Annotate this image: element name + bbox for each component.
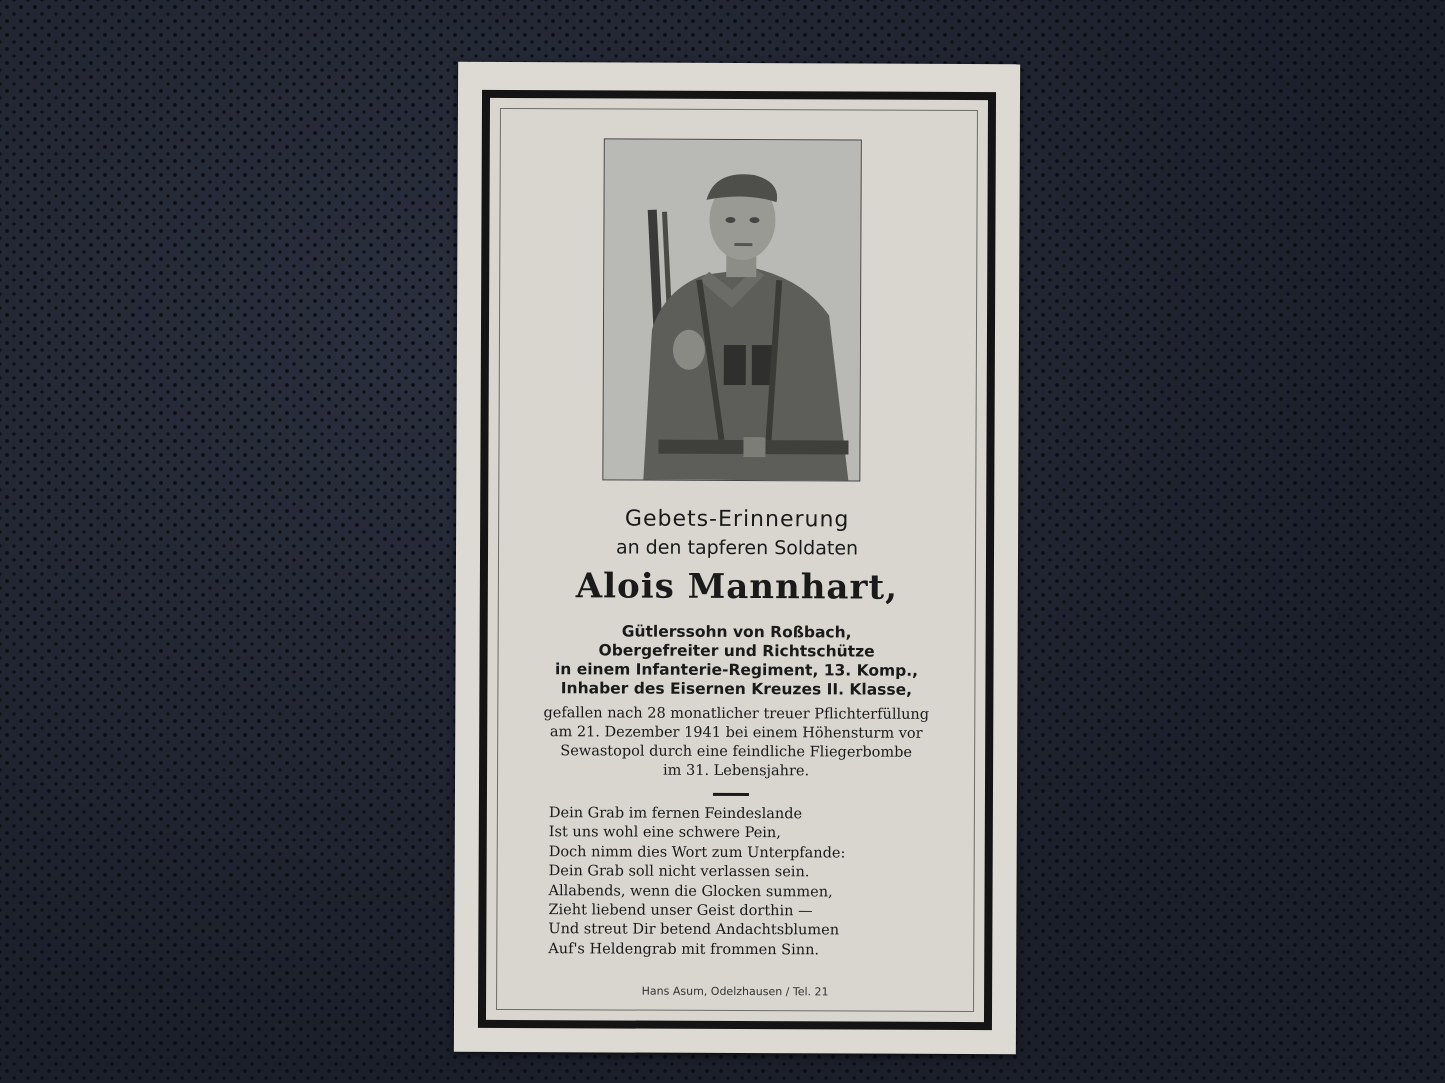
poem-line: Doch nimm dies Wort zum Unterpfande:: [548, 843, 846, 862]
poem-line: Und streut Dir betend Andachtsblumen: [548, 921, 840, 939]
poem-line: Dein Grab soll nicht verlassen sein.: [548, 863, 810, 881]
death-text-line: am 21. Dezember 1941 bei einem Höhensturm vor: [549, 724, 923, 742]
mourning-border: [478, 90, 996, 1030]
poem-line: Ist uns wohl eine schwere Pein,: [548, 824, 781, 842]
detail-line: Obergefreiter und Richtschütze: [598, 641, 875, 661]
printer-imprint: Hans Asum, Odelzhausen / Tel. 21: [641, 984, 829, 999]
death-text-line: im 31. Lebensjahre.: [662, 762, 810, 780]
poem-line: Allabends, wenn die Glocken summen,: [548, 882, 833, 901]
heading-line-1: Gebets-Erinnerung: [624, 506, 850, 533]
detail-line: Gütlerssohn von Roßbach,: [621, 622, 852, 642]
memorial-card: [454, 62, 1020, 1054]
death-text-line: Sewastopol durch eine feindliche Fliegerbombe: [560, 743, 913, 761]
divider-rule: [713, 793, 749, 796]
detail-line: Inhaber des Eisernen Kreuzes II. Klasse,: [560, 679, 913, 699]
soldier-portrait-illustration: [603, 139, 860, 480]
poem-line: Auf's Heldengrab mit frommen Sinn.: [548, 941, 820, 959]
poem: [548, 804, 845, 961]
detail-line: in einem Infanterie-Regiment, 13. Komp.,: [554, 660, 919, 680]
poem-line: Dein Grab im fernen Feindeslande: [548, 805, 803, 823]
deceased-name: Alois Mannhart,: [575, 566, 899, 608]
heading-line-2: an den tapferen Soldaten: [615, 536, 859, 560]
soldier-portrait-photo: [602, 138, 861, 481]
poem-line: Zieht liebend unser Geist dorthin —: [548, 902, 813, 920]
death-text-line: gefallen nach 28 monatlicher treuer Pflichterfüllung: [543, 705, 930, 723]
